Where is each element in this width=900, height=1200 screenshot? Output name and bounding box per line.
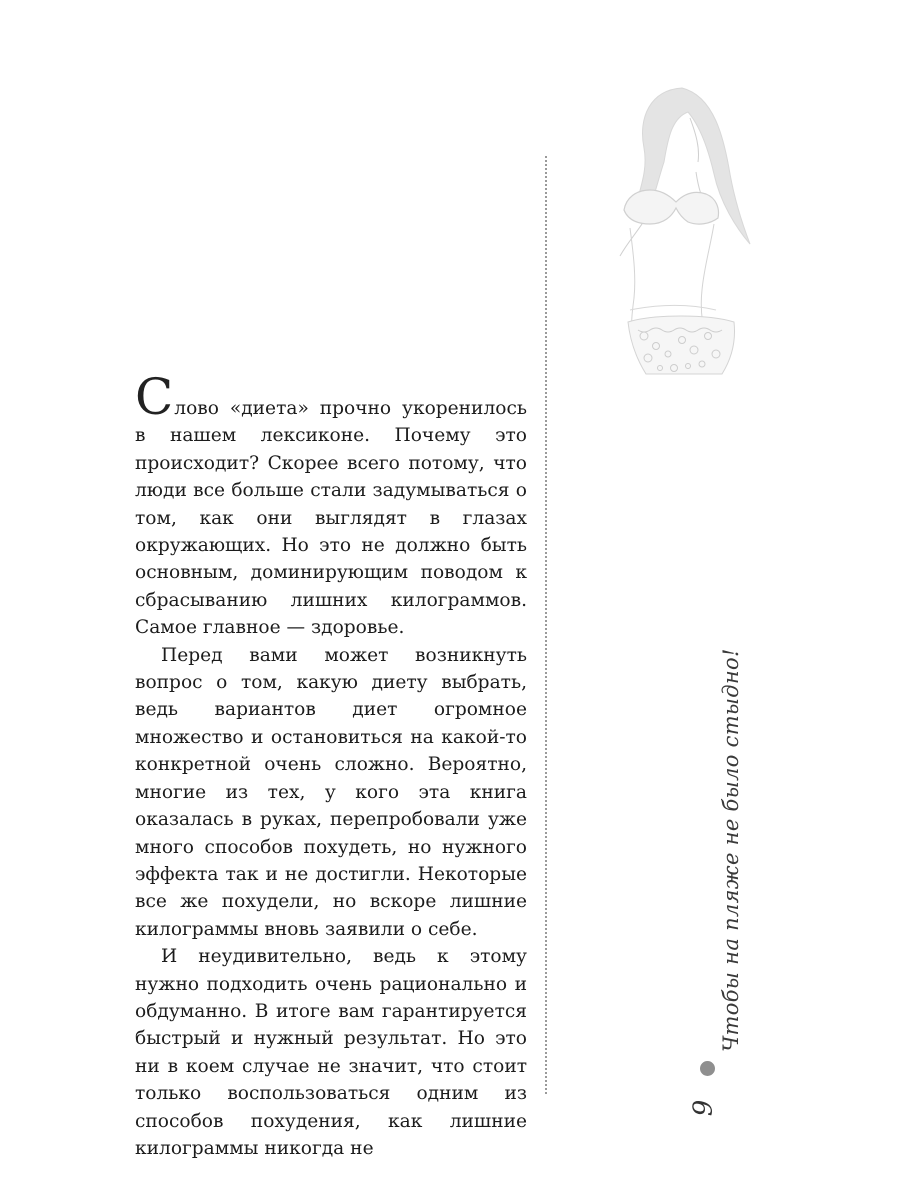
paragraph-1: [135, 368, 527, 642]
round-bullet-icon: [700, 1061, 715, 1076]
paragraph-3: И неудивительно, ведь к этому нужно подходить очень рационально и обдуманно. В итоге вам гарантируется быстрый и нужный результат. Но это ни в коем случае не значит, что стоит только воспользоваться одним из способов похудения, как лишние килограммы никогда не: [135, 946, 527, 1159]
body-text: [135, 368, 527, 1162]
page-number: 9: [688, 1099, 719, 1117]
paragraph-1-text: лово «диета» прочно укоренилось в нашем лексиконе. Почему это происходит? Скорее всего потому, что люди все больше стали задумываться о том, как они выглядят в глазах окружающих. Но это не должно быть основным, доминирующим поводом к сбрасыванию лишних килограммов. Самое главное — здоровье.: [135, 398, 527, 639]
drop-cap: С: [135, 368, 174, 426]
paragraph-2: Перед вами может возникнуть вопрос о том, какую диету выбрать, ведь вариантов диет огромное множество и остановиться на какой-то конкретной очень сложно. Вероятно, многие из тех, у кого эта книга оказалась в руках, перепробовали уже много способов похудеть, но нужного эффекта так и не достигли. Некоторые все же похудели, но вскоре лишние килограммы вновь заявили о себе.: [135, 644, 527, 940]
vertical-dotted-rule: [545, 156, 547, 1094]
running-title: Чтобы на пляже не было стыдно!: [719, 648, 743, 1052]
woman-figure-illustration: [590, 78, 770, 388]
